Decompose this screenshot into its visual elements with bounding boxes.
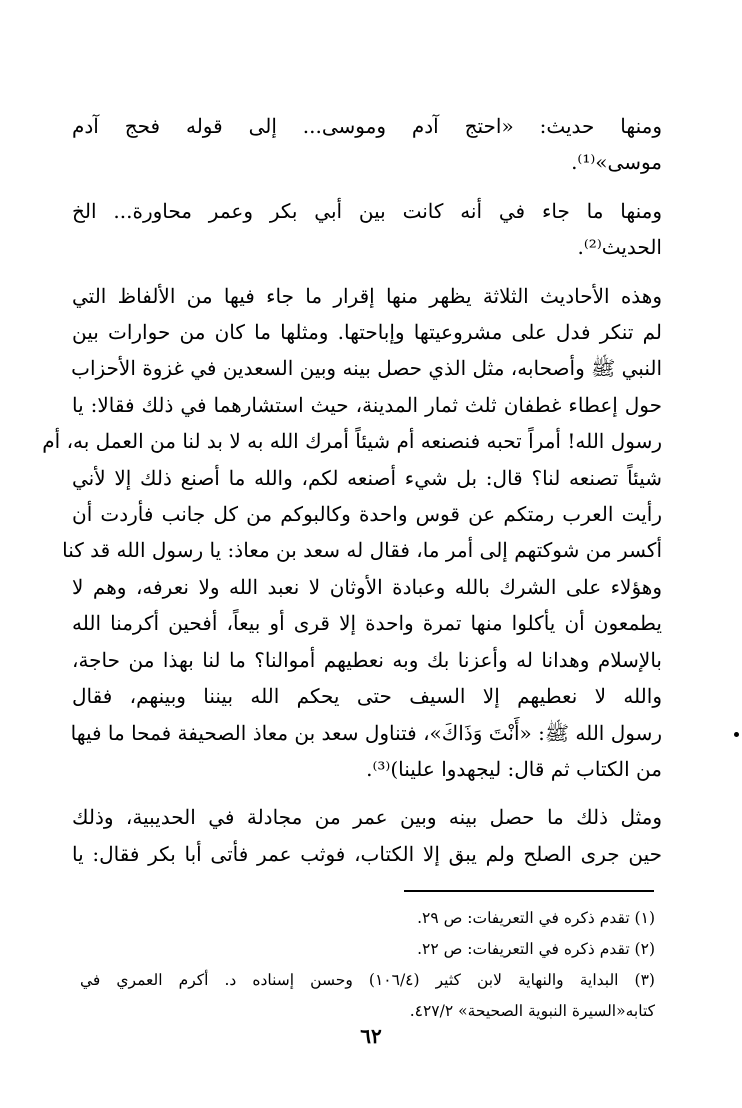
text-line: والله لا نعطيهم إلا السيف حتى يحكم الله بيننا وبينهم، فقال	[72, 684, 662, 709]
text-line: النبي ﷺ وأصحابه، مثل الذي حصل بينه وبين السعدين في غزوة الأحزاب	[71, 356, 662, 381]
text-line: بالإسلام وهدانا له وأعزنا بك وبه نعطيهم أموالنا؟ ما لنا بهذا من حاجة،	[72, 647, 662, 672]
paragraph-1	[72, 108, 662, 181]
text-line: ومثل ذلك ما حصل بينه وبين عمر من مجادلة في الحديبية، وذلك	[72, 805, 662, 830]
margin-dot	[734, 732, 739, 737]
text-line: أكسر من شوكتهم إلى أمر ما، فقال له سعد بن معاذ: يا رسول الله قد كنا	[62, 538, 662, 563]
text-line: حين جرى الصلح ولم يبق إلا الكتاب، فوثب عمر فأتى أبا بكر فقال: يا	[72, 841, 662, 866]
text-line: الحديث⁽²⁾.	[577, 235, 662, 260]
paragraph-4	[72, 799, 662, 872]
page-body	[42, 108, 663, 872]
footnote-3: (٣) البداية والنهاية لابن كثير (١٠٦/٤) وحسن إسناده د. أكرم العمري في	[80, 971, 655, 989]
page-number: ٦٢	[360, 1024, 382, 1048]
footnote-2: (٢) تقدم ذكره في التعريفات: ص ٢٢.	[417, 940, 655, 958]
footnote-1: (١) تقدم ذكره في التعريفات: ص ٢٩.	[417, 909, 655, 927]
text-line: ومنها حديث: «احتج آدم وموسى... إلى قوله فحج آدم	[72, 114, 662, 138]
footnotes	[80, 903, 655, 1027]
text-line: حول إعطاء غطفان ثلث ثمار المدينة، حيث استشارهما في ذلك فقالا: يا	[72, 392, 663, 417]
text-line: لم تنكر فدل على مشروعيتها وإباحتها. ومثلها ما كان من حوارات بين	[72, 320, 662, 345]
text-line: من الكتاب ثم قال: ليجهدوا علينا)⁽³⁾.	[366, 756, 662, 781]
text-line: رسول الله ﷺ: «أَنْتَ وَذَاكَ»، فتناول سعد بن معاذ الصحيفة فمحا ما فيها	[70, 720, 662, 745]
text-line: رسول الله! أمراً تحبه فنصنعه أم شيئاً أمرك الله به لا بد لنا من العمل به، أم	[42, 429, 662, 454]
text-line: يطمعون أن يأكلوا منها تمرة واحدة إلا قرى أو بيعاً، أفحين أكرمنا الله	[72, 611, 662, 636]
text-line: وهذه الأحاديث الثلاثة يظهر منها إقرار ما جاء فيها من الألفاظ التي	[72, 283, 662, 308]
paragraph-2	[72, 193, 662, 266]
text-line: رأيت العرب رمتكم عن قوس واحدة وكالبوكم من كل جانب فأردت أن	[72, 502, 662, 527]
text-line: موسى»⁽¹⁾.	[571, 150, 662, 175]
paragraph-3	[42, 278, 663, 788]
footnote-3-continued: كتابه«السيرة النبوية الصحيحة» ٤٢٧/٢.	[409, 1002, 655, 1020]
text-line: شيئاً تصنعه لنا؟ قال: بل شيء أصنعه لكم، والله ما أصنع ذلك إلا لأني	[72, 465, 662, 490]
footnote-separator	[404, 890, 654, 892]
text-line: ومنها ما جاء في أنه كانت بين أبي بكر وعمر محاورة... الخ	[72, 198, 662, 223]
text-line: وهؤلاء على الشرك بالله وعبادة الأوثان لا نعبد الله ولا نعرفه، وهم لا	[72, 574, 662, 599]
